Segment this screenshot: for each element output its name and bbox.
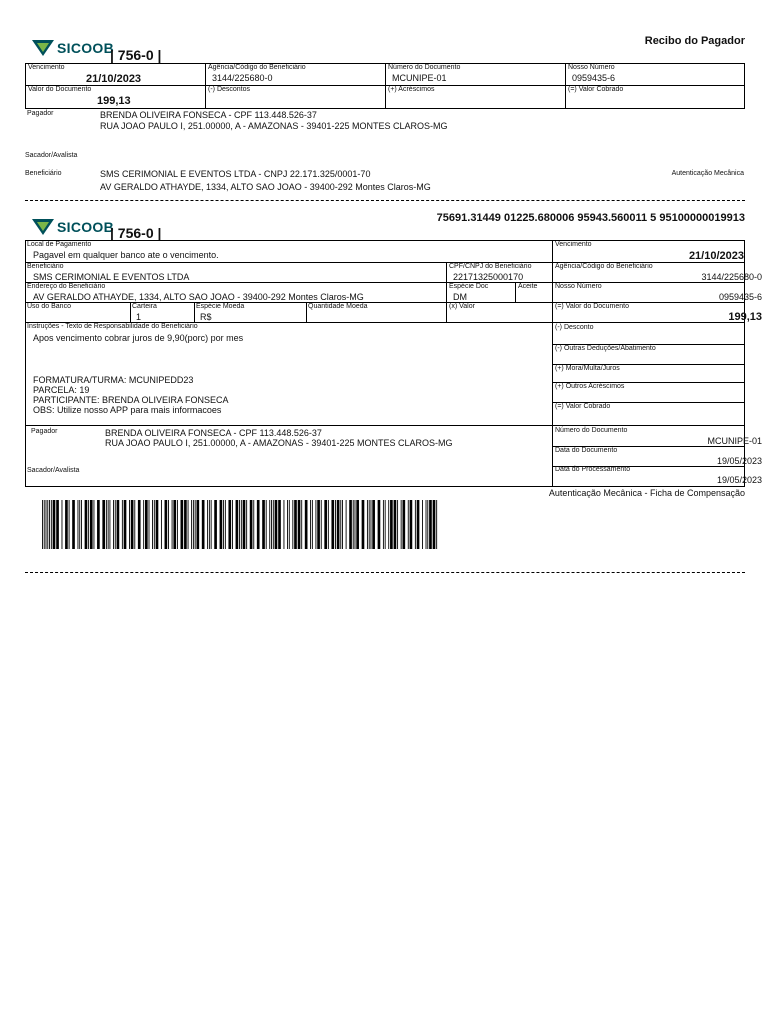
barcode-bar [181,500,184,549]
barcode-bar [408,500,409,549]
receipt-vencimento-label: Vencimento [28,64,65,71]
barcode-bar [433,500,436,549]
especie-doc-label: Espécie Doc [449,283,489,290]
carteira-label: Carteira [132,303,157,310]
endereco-label: Endereço do Beneficiário [27,283,106,290]
barcode-bar [337,500,340,549]
data-processamento-label: Data do Processamento [555,466,631,473]
receipt-valor-doc-label: Valor do Documento [28,86,92,93]
receipt-descontos-label: (-) Descontos [208,86,251,93]
barcode-bar [301,500,302,549]
barcode-bar [271,500,272,549]
barcode-bar [335,500,336,549]
barcode-bar [51,500,52,549]
slip-pagador-line2: RUA JOAO PAULO I, 251.00000, A - AMAZONAS - 39401-225 MONTES CLAROS-MG [105,438,453,448]
barcode-bar [355,500,356,549]
bank-code-slip: | 756-0 | [110,225,162,241]
barcode-bar [220,500,223,549]
barcode-bar [145,500,148,549]
barcode-bar [317,500,320,549]
barcode-bar [177,500,178,549]
barcode-bar [269,500,270,549]
sicoob-logo-icon [32,219,54,235]
barcode-bar [394,500,397,549]
barcode-bar [88,500,89,549]
barcode-bar [422,500,423,549]
outros-acrescimos-label: (+) Outros Acréscimos [555,383,625,390]
receipt-agencia-label: Agência/Código do Beneficiário [208,64,306,71]
barcode-bar [429,500,432,549]
barcode-bar [372,500,375,549]
especie-moeda-label: Espécie Moeda [196,303,245,310]
slip-vencimento-label: Vencimento [555,241,592,248]
instrucao-line: OBS: Utilize nosso APP para mais informacoes [33,405,222,415]
barcode-bar [349,500,352,549]
barcode-bar [426,500,427,549]
barcode-bar [232,500,233,549]
receipt-beneficiario-line2: AV GERALDO ATHAYDE, 1334, ALTO SAO JOAO - 39400-292 Montes Claros-MG [100,182,431,192]
barcode-bar [134,500,135,549]
barcode-bar [371,500,372,549]
barcode-bar [214,500,217,549]
barcode-bar [149,500,150,549]
barcode-bar [47,500,48,549]
slip-valor-cobrado-label: (=) Valor Cobrado [555,403,611,410]
data-doc: 19/05/2023 [716,456,762,466]
barcode-bar [85,500,88,549]
barcode-bar [106,500,107,549]
barcode-bar [161,500,162,549]
slip-agencia: 3144/225680-0 [701,272,762,282]
barcode-bar [298,500,301,549]
barcode-bar [152,500,153,549]
endereco: AV GERALDO ATHAYDE, 1334, ALTO SAO JOAO - 39400-292 Montes Claros-MG [33,292,364,302]
barcode-bar [196,500,199,549]
barcode-bar [253,500,254,549]
desconto-label: (-) Desconto [555,324,594,331]
linha-digitavel: 75691.31449 01225.680006 95943.560011 5 95100000019913 [436,212,745,224]
slip-vencimento: 21/10/2023 [688,250,744,262]
slip-beneficiario-label: Beneficiário [27,263,64,270]
barcode-bar [117,500,120,549]
barcode-bar [102,500,105,549]
barcode-bar [65,500,68,549]
barcode-bar [427,500,428,549]
barcode-bar [287,500,288,549]
instrucoes-label: Instruções - Texto de Responsabilidade do Beneficiário [27,323,198,330]
barcode-bar [289,500,290,549]
instrucao-line: PARTICIPANTE: BRENDA OLIVEIRA FONSECA [33,395,229,405]
barcode-bar [46,500,47,549]
slip-nosso-numero-label: Nosso Número [555,283,602,290]
barcode-bar [62,500,63,549]
barcode-bar [79,500,80,549]
barcode-bar [156,500,159,549]
barcode-bar [243,500,246,549]
quantidade-moeda-label: Quantidade Moeda [308,303,368,310]
barcode-bar [246,500,247,549]
barcode-bar [292,500,293,549]
barcode-bar [90,500,93,549]
local-pagamento-label: Local de Pagamento [27,241,92,248]
slip-pagador-line1: BRENDA OLIVEIRA FONSECA - CPF 113.448.526-37 [105,428,322,438]
especie-doc: DM [453,292,467,302]
barcode-bar [378,500,381,549]
especie-moeda: R$ [200,312,212,322]
receipt-beneficiario-line1: SMS CERIMONIAL E EVENTOS LTDA - CNPJ 22.171.325/0001-70 [100,169,371,179]
slip-pagador-label: Pagador [31,428,58,435]
bank-name-slip: SICOOB [57,219,115,235]
barcode-bar [315,500,316,549]
instrucao-line: PARCELA: 19 [33,385,90,395]
barcode-bar [44,500,45,549]
barcode-bar [328,500,329,549]
barcode-bar [124,500,127,549]
bank-code: | 756-0 | [110,47,162,63]
barcode-bar [207,500,208,549]
receipt-agencia: 3144/225680-0 [212,73,273,83]
barcode-bar [223,500,224,549]
barcode-bar [236,500,239,549]
receipt-beneficiario-label: Beneficiário [25,170,62,177]
barcode-bar [209,500,210,549]
barcode [42,500,438,549]
barcode-bar [353,500,354,549]
receipt-numero-doc: MCUNIPE-01 [392,73,447,83]
barcode-bar [109,500,110,549]
receipt-pagador-line2: RUA JOAO PAULO I, 251.00000, A - AMAZONAS - 39401-225 MONTES CLAROS-MG [100,121,448,131]
barcode-bar [56,500,59,549]
barcode-bar [367,500,368,549]
instrucao-line: FORMATURA/TURMA: MCUNIPEDD23 [33,375,194,385]
cut-line-top [25,200,745,201]
barcode-bar [278,500,281,549]
barcode-bar [225,500,226,549]
barcode-bar [324,500,327,549]
barcode-bar [72,500,75,549]
receipt-autenticacao-label: Autenticação Mecânica [671,170,744,177]
barcode-bar [417,500,420,549]
barcode-bar [362,500,365,549]
barcode-bar [305,500,308,549]
ficha-compensacao-label: Autenticação Mecânica - Ficha de Compensação [548,488,745,498]
barcode-bar [184,500,187,549]
barcode-bar [49,500,50,549]
barcode-bar [173,500,176,549]
barcode-bar [239,500,240,549]
barcode-bar [390,500,393,549]
instrucao-line: Apos vencimento cobrar juros de 9,90(porc) por mes [33,333,244,343]
barcode-bar [172,500,173,549]
barcode-bar [436,500,437,549]
barcode-bar [250,500,253,549]
receipt-numero-doc-label: Número do Documento [388,64,461,71]
barcode-bar [369,500,370,549]
barcode-bar [321,500,322,549]
receipt-pagador-line1: BRENDA OLIVEIRA FONSECA - CPF 113.448.526-37 [100,110,317,120]
data-doc-label: Data do Documento [555,447,618,454]
barcode-bar [53,500,56,549]
barcode-bar [401,500,402,549]
barcode-bar [385,500,386,549]
barcode-bar [202,500,205,549]
barcode-bar [122,500,123,549]
slip-sacador-label: Sacador/Avalista [27,467,80,474]
cut-line-bottom [25,572,745,573]
slip-valor-doc-label: (=) Valor do Documento [555,303,629,310]
slip-valor-doc: 199,13 [728,311,762,323]
slip-nosso-numero: 0959435-6 [718,292,762,302]
barcode-bar [294,500,297,549]
cpf-cnpj: 22171325000170 [453,272,524,282]
slip-numero-doc: MCUNIPE-01 [707,436,762,446]
carteira: 1 [136,312,142,322]
cpf-cnpj-label: CPF/CNPJ do Beneficiário [449,263,532,270]
receipt-title: Recibo do Pagador [644,35,745,47]
barcode-bar [168,500,169,549]
barcode-bar [211,500,212,549]
barcode-bar [138,500,141,549]
barcode-bar [81,500,82,549]
barcode-bar [191,500,192,549]
barcode-bar [113,500,114,549]
barcode-bar [402,500,405,549]
slip-numero-doc-label: Número do Documento [555,427,628,434]
sicoob-logo [32,40,114,56]
local-pagamento: Pagavel em qualquer banco ate o vencimento. [33,250,219,260]
uso-banco-label: Uso do Banco [27,303,71,310]
barcode-bar [262,500,265,549]
receipt-vencimento: 21/10/2023 [86,73,142,85]
barcode-bar [97,500,100,549]
slip-beneficiario: SMS CERIMONIAL E EVENTOS LTDA [33,272,190,282]
mora-label: (+) Mora/Multa/Juros [555,365,620,372]
aceite-label: Aceite [518,283,538,290]
barcode-bar [193,500,194,549]
barcode-bar [257,500,260,549]
receipt-acrescimos-label: (+) Acréscimos [388,86,435,93]
barcode-bar [310,500,311,549]
barcode-bar [42,500,43,549]
barcode-bar [410,500,413,549]
barcode-bar [415,500,416,549]
receipt-valor-doc: 199,13 [97,95,131,107]
receipt-sacador-label: Sacador/Avalista [25,152,78,159]
barcode-bar [284,500,285,549]
barcode-bar [275,500,278,549]
barcode-bar [154,500,155,549]
barcode-bar [195,500,196,549]
barcode-bar [273,500,274,549]
barcode-bar [340,500,341,549]
barcode-bar [93,500,94,549]
sicoob-logo-slip [32,219,114,235]
outras-deducoes-label: (-) Outras Deduções/Abatimento [555,345,656,352]
barcode-bar [331,500,334,549]
slip-agencia-label: Agência/Código do Beneficiário [555,263,653,270]
barcode-bar [383,500,384,549]
barcode-bar [165,500,168,549]
barcode-bar [312,500,313,549]
barcode-bar [131,500,134,549]
barcode-bar [188,500,189,549]
barcode-bar [266,500,267,549]
barcode-bar [69,500,70,549]
barcode-bar [346,500,347,549]
barcode-bar [78,500,79,549]
receipt-nosso-numero-label: Nosso Número [568,64,615,71]
barcode-bar [356,500,359,549]
barcode-bar [115,500,116,549]
barcode-bar [108,500,109,549]
barcode-bar [143,500,144,549]
receipt-pagador-label: Pagador [27,110,54,117]
sicoob-logo-icon [32,40,54,56]
data-processamento: 19/05/2023 [716,475,762,485]
barcode-bar [241,500,242,549]
receipt-nosso-numero: 0959435-6 [572,73,616,83]
barcode-bar [129,500,130,549]
barcode-bar [388,500,389,549]
barcode-bar [228,500,231,549]
x-valor-label: (x) Valor [449,303,475,310]
barcode-bar [342,500,343,549]
receipt-valor-cobrado-label: (=) Valor Cobrado [568,86,624,93]
bank-name: SICOOB [57,40,115,56]
barcode-bar [397,500,398,549]
